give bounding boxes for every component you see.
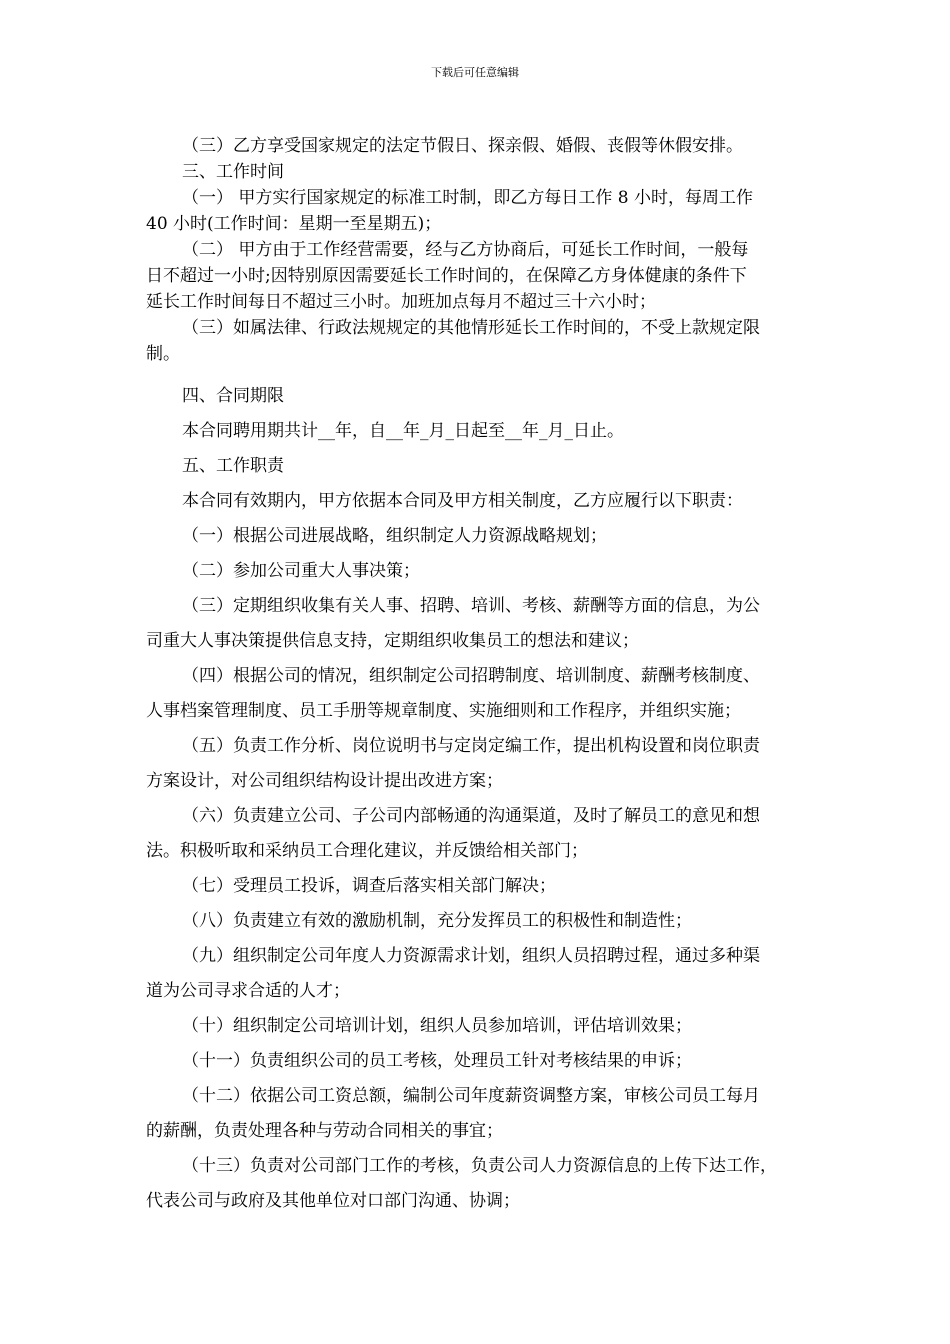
contract-duties-section: [146, 379, 846, 1219]
text-line: 方案设计，对公司组织结构设计提出改进方案；: [146, 771, 503, 791]
text-line: （十）组织制定公司培训计划，组织人员参加培训，评估培训效果；: [182, 1016, 692, 1036]
text-line: （八）负责建立有效的激励机制，充分发挥员工的积极性和制造性；: [182, 911, 692, 931]
text-line: （十三）负责对公司部门工作的考核，负责公司人力资源信息的上传下达工作，: [182, 1156, 777, 1176]
text-line: 三、工作时间: [182, 162, 284, 182]
text-line: （四）根据公司的情况，组织制定公司招聘制度、培训制度、薪酬考核制度、: [182, 666, 760, 686]
text-line: （三）定期组织收集有关人事、招聘、培训、考核、薪酬等方面的信息，为公: [182, 596, 760, 616]
text-line: （十二）依据公司工资总额，编制公司年度薪资调整方案，审核公司员工每月: [182, 1086, 760, 1106]
page-header: 下载后可任意编辑: [431, 66, 519, 79]
text-line: （二）参加公司重大人事决策；: [182, 561, 420, 581]
text-line: 本合同聘用期共计__年，自__年_月_日起至__年_月_日止。: [182, 421, 624, 441]
text-line: 40 小时(工作时间：星期一至星期五)；: [146, 214, 442, 234]
text-line: （九）组织制定公司年度人力资源需求计划，组织人员招聘过程，通过多种渠: [182, 946, 760, 966]
text-line: 五、工作职责: [182, 456, 284, 476]
text-line: （十一）负责组织公司的员工考核，处理员工针对考核结果的申诉；: [182, 1051, 692, 1071]
document-body: [146, 133, 846, 1219]
text-line: （一）根据公司进展战略，组织制定人力资源战略规划；: [182, 526, 607, 546]
text-line: 法。积极听取和采纳员工合理化建议，并反馈给相关部门；: [146, 841, 588, 861]
text-line: （七）受理员工投诉，调查后落实相关部门解决；: [182, 876, 556, 896]
text-line: 本合同有效期内，甲方依据本合同及甲方相关制度，乙方应履行以下职责：: [182, 491, 743, 511]
text-line: （三）乙方享受国家规定的法定节假日、探亲假、婚假、丧假等休假安排。: [182, 136, 743, 156]
text-line: （二） 甲方由于工作经营需要，经与乙方协商后，可延长工作时间，一般每: [182, 240, 749, 260]
text-line: 代表公司与政府及其他单位对口部门沟通、协调；: [146, 1191, 520, 1211]
text-line: （六）负责建立公司、子公司内部畅通的沟通渠道，及时了解员工的意见和想: [182, 806, 760, 826]
text-line: 司重大人事决策提供信息支持，定期组织收集员工的想法和建议；: [146, 631, 639, 651]
text-line: 四、合同期限: [182, 386, 284, 406]
text-line: （五）负责工作分析、岗位说明书与定岗定编工作，提出机构设置和岗位职责: [182, 736, 760, 756]
text-line: 延长工作时间每日不超过三小时。加班加点每月不超过三十六小时；: [146, 292, 656, 312]
text-line: 日不超过一小时;因特别原因需要延长工作时间的，在保障乙方身体健康的条件下: [146, 266, 747, 286]
text-line: 人事档案管理制度、员工手册等规章制度、实施细则和工作程序，并组织实施；: [146, 701, 741, 721]
working-hours-section: [146, 133, 846, 367]
text-line: 制。: [146, 344, 180, 364]
text-line: 的薪酬，负责处理各种与劳动合同相关的事宜；: [146, 1121, 503, 1141]
text-line: （三）如属法律、行政法规规定的其他情形延长工作时间的，不受上款规定限: [182, 318, 760, 338]
text-line: 道为公司寻求合适的人才；: [146, 981, 350, 1001]
text-line: （一） 甲方实行国家规定的标准工时制，即乙方每日工作 8 小时，每周工作: [182, 188, 754, 208]
